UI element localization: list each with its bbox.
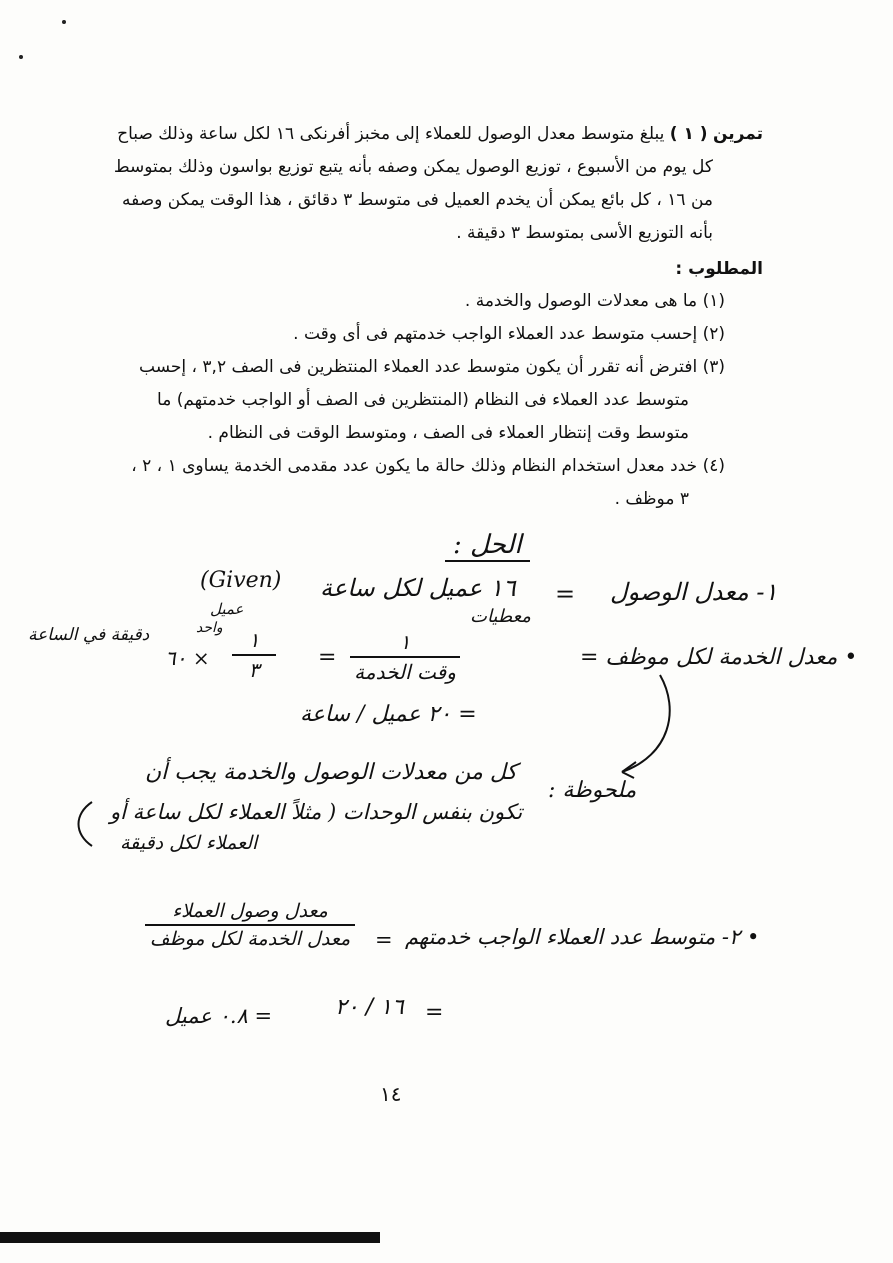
exercise-line: من ١٦ ، كل بائع يمكن أن يخدم العميل فى متوسط ٣ دقائق ، هذا الوقت يمكن وصفه [122, 190, 713, 210]
required-item [100, 318, 725, 351]
required-heading: المطلوب : [675, 259, 763, 279]
fraction-numerator: ١ [232, 628, 276, 656]
scan-speck [62, 20, 66, 24]
item-number: (٣) [702, 357, 725, 377]
exercise-label: تمرين [712, 124, 763, 144]
note-line: تكون بنفس الوحدات ( مثلاً العملاء لكل ساعة أو [110, 800, 523, 824]
service-label: • معدل الخدمة لكل موظف = [580, 645, 858, 670]
exercise-line: بأنه التوزيع الأسى بمتوسط ٣ دقيقة . [456, 223, 713, 243]
required-item [100, 450, 725, 483]
given-note: (Given) [200, 568, 282, 593]
note-label: ملحوظة : [548, 778, 637, 803]
page-number: ١٤ [380, 1082, 402, 1106]
step2-label: • ٢- متوسط عدد العملاء الواجب خدمتهم [405, 925, 760, 949]
arrival-eq: = [555, 580, 576, 608]
note-line: العملاء لكل دقيقة [120, 832, 258, 854]
note-bracket [70, 800, 100, 850]
required-item [100, 351, 725, 384]
item-text: ٣ موظف . [614, 489, 689, 509]
required-list [100, 285, 725, 516]
service-fraction [350, 630, 460, 684]
service-fraction-2 [232, 628, 276, 682]
exercise-line: يبلغ متوسط معدل الوصول للعملاء إلى مخبز أفرنكى ١٦ لكل ساعة وذلك صباح [117, 124, 665, 144]
item-text: متوسط عدد العملاء فى النظام (المنتظرين فى الصف أو الواجب خدمتهم) ما [157, 390, 689, 410]
item-text: إحسب متوسط عدد العملاء الواجب خدمتهم فى أى وقت . [293, 324, 698, 344]
arrival-label: ١- معدل الوصول [610, 578, 778, 606]
exercise-line: كل يوم من الأسبوع ، توزيع الوصول يمكن وصفه بأنه يتبع توزيع بواسون وذلك بمتوسط [113, 157, 713, 177]
one-annotation: واحد [196, 620, 223, 636]
exercise-number: ( ١ ) [669, 124, 708, 144]
step2-eq: = [375, 928, 393, 952]
exercise-first-line [95, 118, 763, 151]
step2-line2-eq: = [425, 1000, 444, 1025]
service-result: = ٢٠ عميل / ساعة [300, 702, 477, 727]
note-line: كل من معدلات الوصول والخدمة يجب أن [145, 760, 518, 785]
fraction-denominator: معدل الخدمة لكل موظف [149, 928, 351, 950]
customer-annotation: عميل [210, 600, 244, 618]
step2-fraction [145, 900, 355, 950]
required-item [100, 285, 725, 318]
service-eq: = [318, 645, 337, 670]
fraction-numerator: معدل وصول العملاء [145, 900, 355, 926]
annotation-arrow [600, 670, 690, 790]
times-sixty: × ٦٠ [165, 646, 210, 670]
item-number: (١) [702, 291, 725, 311]
scan-edge-bar [0, 1232, 380, 1243]
item-number: (٢) [702, 324, 725, 344]
item-text: ما هى معدلات الوصول والخدمة . [464, 291, 698, 311]
item-text: متوسط وقت إنتظار العملاء فى الصف ، ومتوسط الوقت فى النظام . [207, 423, 689, 443]
scan-speck [19, 55, 23, 59]
item-text: خدد معدل استخدام النظام وذلك حالة ما يكون عدد مقدمى الخدمة يساوى ١ ، ٢ ، [131, 456, 698, 476]
fraction-denominator: وقت الخدمة [354, 660, 456, 684]
item-number: (٤) [702, 456, 725, 476]
solution-heading: الحل : [445, 530, 530, 562]
given-arabic: معطيات [470, 606, 531, 627]
step2-line2-fraction: ١٦ / ٢٠ [335, 995, 404, 1020]
fraction-denominator: ٣ [248, 658, 260, 682]
exercise-paragraph [95, 118, 763, 250]
arrival-value: ١٦ عميل لكل ساعة [320, 574, 516, 602]
step2-line2-result: = ٠.٨ عميل [165, 1004, 273, 1028]
fraction-numerator: ١ [350, 630, 460, 658]
minutes-per-hour: دقيقة في الساعة [28, 625, 150, 645]
item-text: افترض أنه تقرر أن يكون متوسط عدد العملاء المنتظرين فى الصف ٣,٢ ، إحسب [139, 357, 698, 377]
